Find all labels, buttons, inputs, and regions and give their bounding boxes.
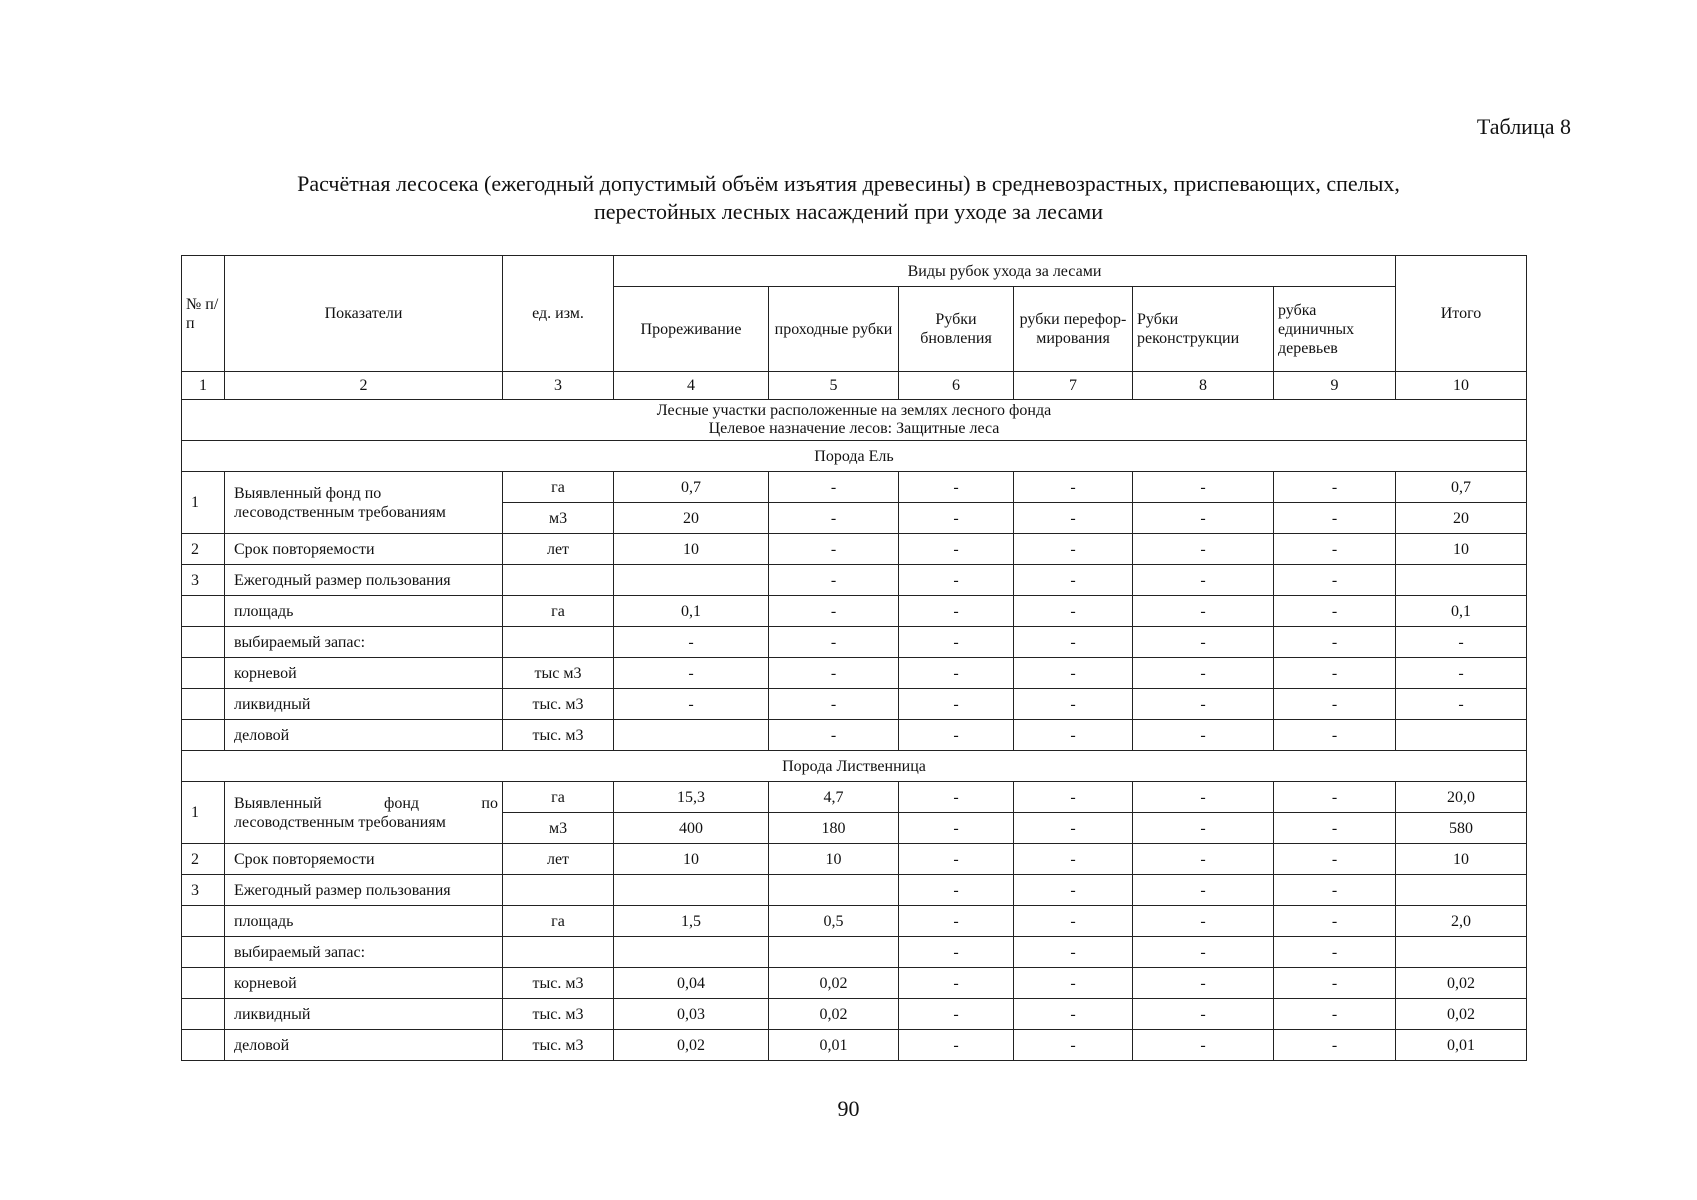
row-value: 0,04 (614, 968, 769, 999)
row-indicator: площадь (225, 596, 503, 627)
row-value: 10 (614, 534, 769, 565)
row-unit: га (503, 596, 614, 627)
row-unit: лет (503, 534, 614, 565)
row-number (182, 937, 225, 968)
row-total: 20 (1396, 503, 1527, 534)
section-line-2: Целевое назначение лесов: Защитные леса (708, 420, 1000, 437)
header-numbering-row (182, 372, 1527, 400)
row-value: - (1014, 689, 1133, 720)
row-value: 0,02 (769, 999, 899, 1030)
row-value: 4,7 (769, 782, 899, 813)
row-value: - (1014, 720, 1133, 751)
row-indicator: выбираемый запас: (225, 937, 503, 968)
row-value: - (1133, 1030, 1274, 1061)
row-total: 0,7 (1396, 472, 1527, 503)
row-unit (503, 565, 614, 596)
row-unit: лет (503, 844, 614, 875)
title-line-2: перестойных лесных насаждений при уходе за лесами (594, 199, 1103, 224)
row-number (182, 906, 225, 937)
row-value: - (1133, 658, 1274, 689)
row-value: - (769, 503, 899, 534)
row-value: 10 (614, 844, 769, 875)
row-indicator (225, 782, 503, 844)
row-value: - (1274, 658, 1396, 689)
row-indicator: Ежегодный размер пользования (225, 565, 503, 596)
row-indicator: корневой (225, 968, 503, 999)
row-value (769, 937, 899, 968)
row-value: - (1274, 1030, 1396, 1061)
row-value: - (1133, 534, 1274, 565)
row-value: - (1274, 968, 1396, 999)
row-value: - (1274, 875, 1396, 906)
row-value: - (899, 720, 1014, 751)
col-number: 4 (614, 372, 769, 400)
indicator-word: по (481, 794, 498, 812)
header-col-unit: ед. изм. (503, 256, 614, 372)
row-value: - (1133, 782, 1274, 813)
row-number: 2 (182, 534, 225, 565)
row-value: 180 (769, 813, 899, 844)
row-indicator: Срок повторяемости (225, 844, 503, 875)
table-row (182, 1030, 1527, 1061)
indicator-line-2: лесоводственным требованиям (234, 813, 446, 831)
row-value: - (1133, 689, 1274, 720)
row-total: 0,02 (1396, 999, 1527, 1030)
row-value: - (1274, 720, 1396, 751)
row-value: - (1133, 937, 1274, 968)
row-value: - (1274, 782, 1396, 813)
species-title-spruce: Порода Ель (182, 441, 1527, 472)
indicator-word: фонд (384, 794, 420, 812)
row-value: 20 (614, 503, 769, 534)
row-value: - (1133, 472, 1274, 503)
row-value: - (1133, 627, 1274, 658)
row-indicator: Срок повторяемости (225, 534, 503, 565)
indicator-word: Выявленный (234, 794, 322, 812)
table-row (182, 937, 1527, 968)
table-row (182, 782, 1527, 813)
row-value: - (1133, 968, 1274, 999)
section-heading-row (182, 400, 1527, 441)
row-value: 0,5 (769, 906, 899, 937)
row-value (614, 565, 769, 596)
row-total: 0,1 (1396, 596, 1527, 627)
row-value: - (769, 596, 899, 627)
col-number: 3 (503, 372, 614, 400)
row-value: - (899, 534, 1014, 565)
row-value: - (769, 534, 899, 565)
row-value: - (899, 627, 1014, 658)
col-number: 6 (899, 372, 1014, 400)
row-value: - (899, 844, 1014, 875)
row-value: - (899, 472, 1014, 503)
header-type-reformation: рубки перефор-мирования (1014, 287, 1133, 372)
row-value (614, 937, 769, 968)
larch-rows (182, 782, 1527, 1061)
table-label: Таблица 8 (1476, 114, 1571, 139)
row-value: - (1274, 844, 1396, 875)
row-total: 0,02 (1396, 968, 1527, 999)
header-type-thinning: Прореживание (614, 287, 769, 372)
row-total: 580 (1396, 813, 1527, 844)
row-indicator: ликвидный (225, 689, 503, 720)
row-value: - (614, 689, 769, 720)
row-total: - (1396, 627, 1527, 658)
species-row (182, 751, 1527, 782)
row-total (1396, 875, 1527, 906)
row-value: - (1274, 937, 1396, 968)
row-unit (503, 875, 614, 906)
row-total: 0,01 (1396, 1030, 1527, 1061)
row-value: 0,1 (614, 596, 769, 627)
col-number: 7 (1014, 372, 1133, 400)
indicator-line-1 (234, 794, 498, 813)
row-value: 0,02 (614, 1030, 769, 1061)
table-row (182, 844, 1527, 875)
row-unit (503, 627, 614, 658)
row-value: - (1014, 472, 1133, 503)
row-number (182, 968, 225, 999)
row-unit: га (503, 906, 614, 937)
row-unit: тыс м3 (503, 658, 614, 689)
row-value: - (1014, 1030, 1133, 1061)
row-value: - (1274, 813, 1396, 844)
row-total: 10 (1396, 534, 1527, 565)
row-value: - (1274, 999, 1396, 1030)
col-number: 1 (182, 372, 225, 400)
row-value: 0,7 (614, 472, 769, 503)
row-total: - (1396, 658, 1527, 689)
table-header (182, 256, 1527, 400)
row-total: 2,0 (1396, 906, 1527, 937)
row-value (614, 720, 769, 751)
table-row (182, 875, 1527, 906)
table-row (182, 565, 1527, 596)
table-row (182, 472, 1527, 503)
row-number (182, 596, 225, 627)
row-value: - (1133, 565, 1274, 596)
row-total (1396, 937, 1527, 968)
table-row (182, 968, 1527, 999)
row-value: - (1274, 472, 1396, 503)
row-unit: м3 (503, 813, 614, 844)
row-value: - (1133, 720, 1274, 751)
row-indicator: ликвидный (225, 999, 503, 1030)
row-number (182, 658, 225, 689)
row-value: - (1014, 813, 1133, 844)
title-line-1: Расчётная лесосека (ежегодный допустимый объём изъятия древесины) в средневозрастных, приспевающих, спелых, (297, 171, 1400, 196)
row-value: 400 (614, 813, 769, 844)
row-value: - (899, 565, 1014, 596)
row-value (614, 875, 769, 906)
row-number: 3 (182, 875, 225, 906)
row-value: - (1274, 503, 1396, 534)
table-row (182, 534, 1527, 565)
row-value: - (899, 999, 1014, 1030)
row-value: - (899, 1030, 1014, 1061)
row-total: - (1396, 689, 1527, 720)
row-indicator: деловой (225, 1030, 503, 1061)
row-value: - (1014, 999, 1133, 1030)
row-value: - (1014, 844, 1133, 875)
row-value: - (614, 658, 769, 689)
species-row (182, 441, 1527, 472)
row-value: 0,02 (769, 968, 899, 999)
row-unit (503, 937, 614, 968)
row-value: - (1014, 658, 1133, 689)
row-indicator: Ежегодный размер пользования (225, 875, 503, 906)
table-row (182, 999, 1527, 1030)
header-type-renewal: Рубки бновления (899, 287, 1014, 372)
row-value: - (1014, 937, 1133, 968)
row-value: - (899, 658, 1014, 689)
row-value: - (769, 565, 899, 596)
row-indicator: корневой (225, 658, 503, 689)
row-number (182, 999, 225, 1030)
header-type-single-tree: рубка единичных деревьев (1274, 287, 1396, 372)
row-unit: тыс. м3 (503, 689, 614, 720)
row-value: - (1133, 844, 1274, 875)
col-number: 2 (225, 372, 503, 400)
row-value: - (1014, 534, 1133, 565)
row-number: 1 (182, 472, 225, 534)
row-value: - (1014, 906, 1133, 937)
row-value: - (1274, 534, 1396, 565)
row-value: - (899, 813, 1014, 844)
row-value: - (899, 596, 1014, 627)
row-value: - (769, 658, 899, 689)
table-row (182, 596, 1527, 627)
row-value: - (1014, 503, 1133, 534)
row-unit: га (503, 782, 614, 813)
header-col-number: № п/ п (182, 256, 225, 372)
row-value: - (899, 906, 1014, 937)
header-type-passage: проходные рубки (769, 287, 899, 372)
row-value: 0,01 (769, 1030, 899, 1061)
row-number: 2 (182, 844, 225, 875)
col-number: 5 (769, 372, 899, 400)
table-row (182, 658, 1527, 689)
row-value: - (1274, 627, 1396, 658)
header-col-indicators: Показатели (225, 256, 503, 372)
row-value: - (1014, 627, 1133, 658)
row-value: 0,03 (614, 999, 769, 1030)
row-value: - (1014, 875, 1133, 906)
row-value: - (1274, 596, 1396, 627)
row-value: - (899, 503, 1014, 534)
row-value: - (899, 689, 1014, 720)
row-value: - (899, 875, 1014, 906)
row-value: 10 (769, 844, 899, 875)
row-value: - (769, 689, 899, 720)
row-value: - (899, 968, 1014, 999)
row-value: - (1133, 999, 1274, 1030)
row-number: 1 (182, 782, 225, 844)
harvest-table (181, 255, 1527, 1061)
row-value: - (1133, 906, 1274, 937)
row-value: 1,5 (614, 906, 769, 937)
document-title (0, 170, 1697, 226)
row-value: 15,3 (614, 782, 769, 813)
spruce-rows (182, 472, 1527, 751)
row-unit: тыс. м3 (503, 1030, 614, 1061)
row-value: - (1014, 968, 1133, 999)
row-value: - (614, 627, 769, 658)
row-value: - (1014, 565, 1133, 596)
row-indicator: выбираемый запас: (225, 627, 503, 658)
row-number: 3 (182, 565, 225, 596)
header-col-total: Итого (1396, 256, 1527, 372)
section-line-1: Лесные участки расположенные на землях лесного фонда (656, 402, 1052, 419)
row-value: - (1274, 906, 1396, 937)
table-row (182, 906, 1527, 937)
row-value: - (1133, 875, 1274, 906)
row-indicator: деловой (225, 720, 503, 751)
row-unit: тыс. м3 (503, 720, 614, 751)
row-number (182, 627, 225, 658)
species-title-larch: Порода Лиственница (182, 751, 1527, 782)
row-value: - (899, 937, 1014, 968)
section-heading (182, 400, 1527, 441)
col-number: 9 (1274, 372, 1396, 400)
row-total: 10 (1396, 844, 1527, 875)
row-value: - (1133, 596, 1274, 627)
row-value: - (1014, 596, 1133, 627)
table-row (182, 689, 1527, 720)
row-number (182, 689, 225, 720)
row-unit: тыс. м3 (503, 999, 614, 1030)
page-number: 90 (837, 1096, 860, 1121)
row-value: - (1274, 689, 1396, 720)
row-value: - (769, 472, 899, 503)
header-group-cutting-types: Виды рубок ухода за лесами (614, 256, 1396, 287)
row-total (1396, 565, 1527, 596)
col-number: 8 (1133, 372, 1274, 400)
col-number: 10 (1396, 372, 1527, 400)
row-number (182, 1030, 225, 1061)
row-indicator: Выявленный фонд по лесоводственным требованиям (225, 472, 503, 534)
row-value: - (1014, 782, 1133, 813)
header-type-reconstruction: Рубки реконструкции (1133, 287, 1274, 372)
row-value: - (769, 720, 899, 751)
row-unit: м3 (503, 503, 614, 534)
row-unit: га (503, 472, 614, 503)
row-value: - (1133, 813, 1274, 844)
row-indicator: площадь (225, 906, 503, 937)
row-value: - (899, 782, 1014, 813)
table-row (182, 720, 1527, 751)
row-value: - (1133, 503, 1274, 534)
row-unit: тыс. м3 (503, 968, 614, 999)
row-total (1396, 720, 1527, 751)
row-value: - (1274, 565, 1396, 596)
table-row (182, 627, 1527, 658)
row-value: - (769, 627, 899, 658)
row-value (769, 875, 899, 906)
row-total: 20,0 (1396, 782, 1527, 813)
row-number (182, 720, 225, 751)
